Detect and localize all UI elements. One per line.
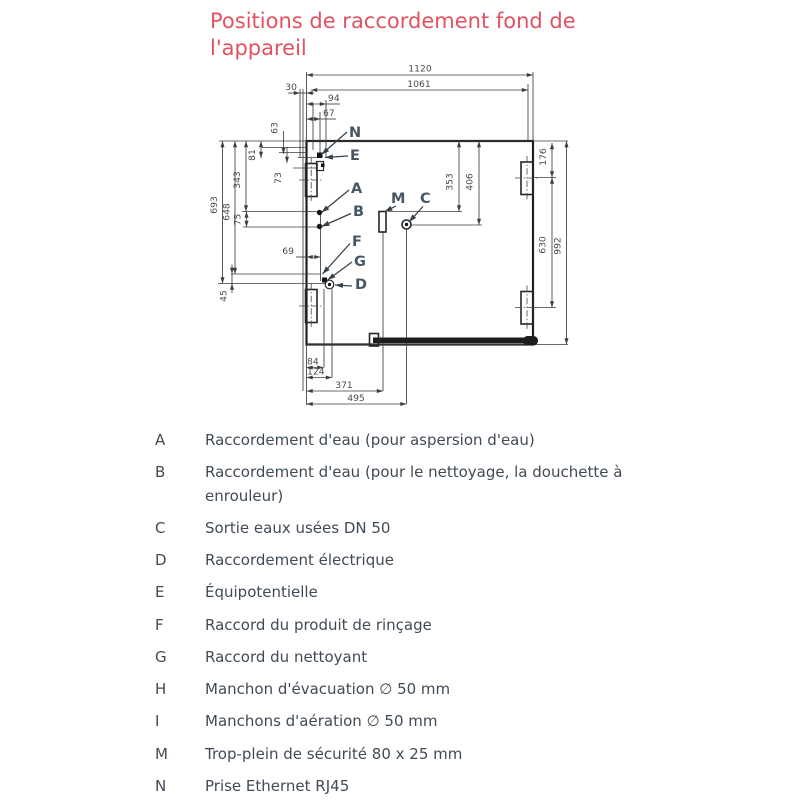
dim-75: 75	[232, 213, 244, 226]
legend-key: F	[155, 615, 164, 634]
dim-648: 648	[221, 203, 233, 221]
dim-63: 63	[269, 122, 281, 134]
legend-key: N	[155, 776, 167, 795]
legend-item	[155, 461, 675, 508]
label-F: F	[352, 234, 362, 250]
legend-key: G	[155, 647, 167, 666]
label-G: G	[354, 254, 366, 270]
legend-text: Raccord du produit de rinçage	[205, 615, 432, 634]
dim-992: 992	[552, 237, 564, 255]
point-M-overflow	[379, 212, 386, 233]
legend-item	[155, 678, 675, 701]
dim-67: 67	[323, 108, 335, 119]
legend-text: Prise Ethernet RJ45	[205, 776, 350, 795]
legend	[155, 429, 675, 807]
label-E: E	[350, 148, 360, 164]
vent-sleeves	[299, 156, 539, 330]
extension-lines	[218, 72, 568, 405]
label-N: N	[349, 125, 362, 141]
legend-key: B	[155, 463, 166, 482]
dim-30: 30	[285, 82, 297, 93]
legend-key: H	[155, 680, 167, 698]
legend-text: Équipotentielle	[205, 583, 318, 602]
legend-item	[155, 775, 675, 798]
legend-item	[155, 614, 675, 637]
dim-353: 353	[444, 173, 456, 191]
appliance-outline	[218, 72, 568, 405]
label-B: B	[353, 204, 365, 220]
legend-text: Raccord du nettoyant	[205, 647, 368, 666]
dim-1061: 1061	[407, 79, 431, 90]
label-A: A	[351, 181, 363, 197]
point-B-water	[317, 224, 322, 229]
legend-item	[155, 646, 675, 669]
label-M: M	[391, 191, 406, 207]
leader-lines	[322, 132, 424, 286]
dim-1120: 1120	[408, 63, 432, 75]
dim-45: 45	[218, 290, 230, 302]
dim-630: 630	[537, 236, 549, 254]
legend-text: Raccordement d'eau (pour le nettoyage, la douchette à enrouleur)	[205, 463, 623, 505]
legend-text: Raccordement électrique	[205, 551, 394, 569]
legend-text: Manchon d'évacuation ∅ 50 mm	[205, 680, 451, 698]
legend-text: Manchons d'aération ∅ 50 mm	[205, 712, 438, 731]
legend-item	[155, 710, 675, 733]
point-A-water	[317, 210, 322, 215]
dim-73: 73	[273, 172, 284, 184]
dim-176: 176	[538, 148, 549, 166]
dim-69: 69	[282, 246, 294, 257]
legend-item	[155, 581, 675, 604]
dim-693: 693	[209, 196, 220, 214]
dim-81: 81	[247, 149, 258, 161]
dim-94: 94	[328, 93, 340, 104]
dim-406: 406	[464, 173, 476, 191]
legend-text: Raccordement d'eau (pour aspersion d'eau)	[205, 431, 535, 449]
dim-124: 124	[307, 366, 325, 378]
legend-key: E	[155, 583, 165, 602]
point-N-ethernet	[317, 153, 323, 159]
legend-key: I	[155, 712, 160, 731]
legend-key: A	[155, 431, 166, 449]
legend-item	[155, 743, 675, 766]
dim-84: 84	[307, 356, 319, 368]
label-C: C	[420, 191, 431, 207]
legend-key: D	[155, 551, 167, 569]
label-D: D	[355, 277, 368, 293]
legend-item	[155, 517, 675, 540]
dimension-labels	[209, 64, 564, 405]
legend-text: Sortie eaux usées DN 50	[205, 518, 391, 537]
legend-key: M	[155, 744, 168, 763]
legend-key: C	[155, 518, 166, 537]
page-title: Positions de raccordement fond de l'appareil	[210, 9, 576, 60]
dim-371: 371	[335, 380, 353, 391]
legend-item	[155, 549, 675, 572]
dim-495: 495	[347, 393, 365, 404]
dim-343: 343	[232, 171, 243, 189]
legend-item	[155, 429, 675, 452]
legend-text: Trop-plein de sécurité 80 x 25 mm	[205, 744, 463, 763]
